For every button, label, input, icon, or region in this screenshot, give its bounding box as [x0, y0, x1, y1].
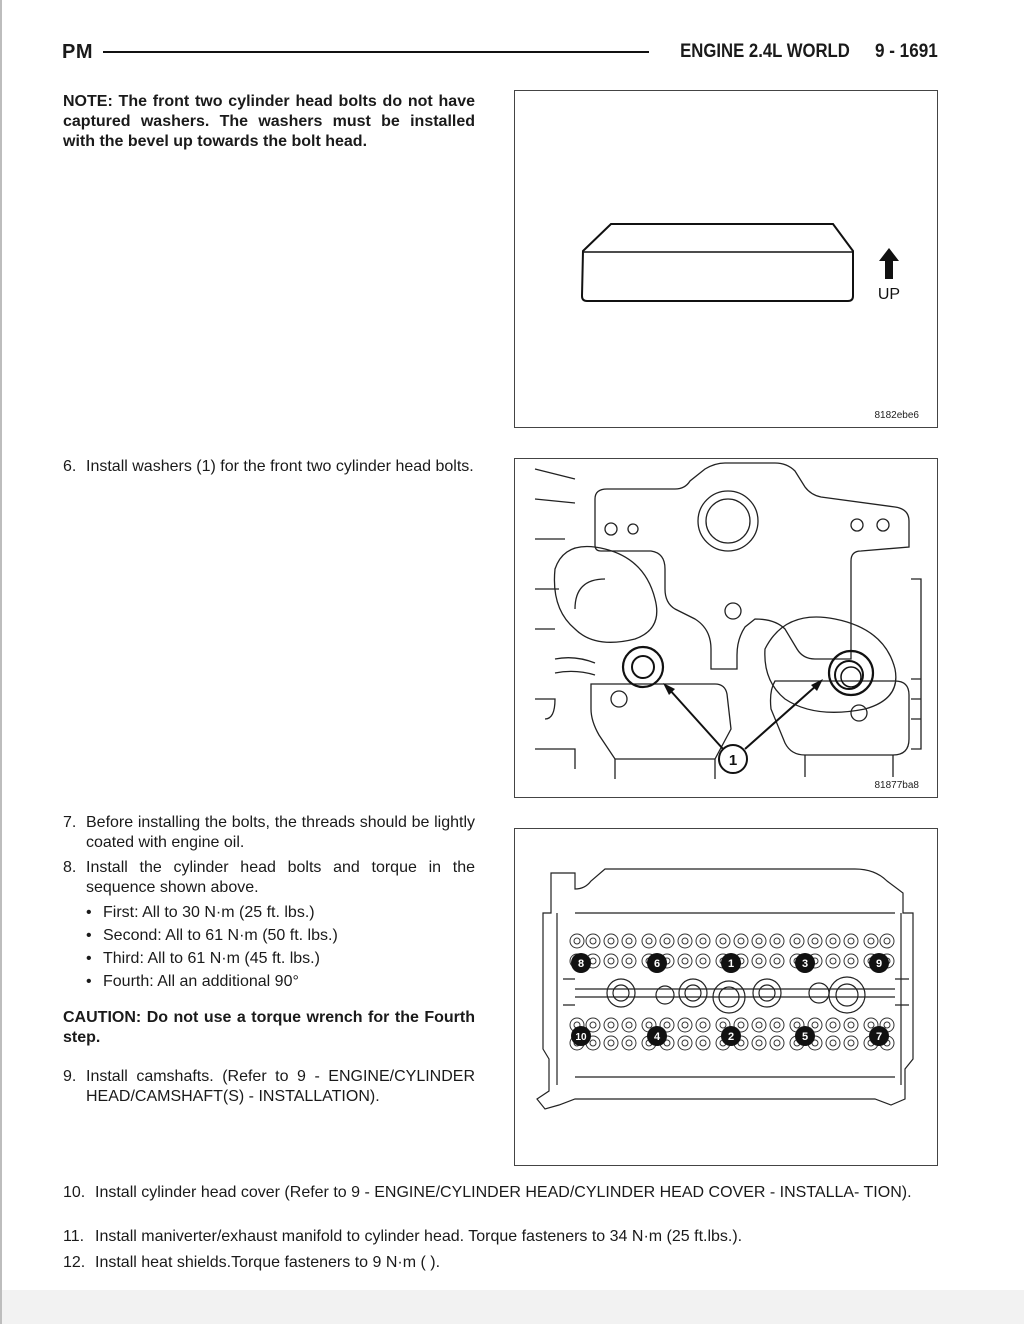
valve-stem [608, 1040, 614, 1046]
valve-stem [884, 1022, 890, 1028]
valve-spring [604, 954, 618, 968]
bolt-sequence-marker [647, 953, 667, 973]
step-text: Install maniverter/exhaust manifold to cylinder head. Torque fasteners to 34 N·m (25 ft.lbs.). [95, 1228, 743, 1245]
valve-spring [826, 954, 840, 968]
bolt-number: 9 [875, 958, 883, 970]
valve-stem [738, 1022, 744, 1028]
valve-stem [884, 938, 890, 944]
valve-stem [682, 938, 688, 944]
valve-spring [622, 1036, 636, 1050]
torque-step-second: • Second: All to 61 N·m (50 ft. lbs.) [86, 924, 476, 947]
valve-stem [830, 938, 836, 944]
valve-stem [626, 958, 632, 964]
step-text: Install the cylinder head bolts and torque in the sequence shown above. [86, 859, 475, 896]
step-number: 10. [63, 1184, 86, 1201]
valve-stem [700, 1022, 706, 1028]
valve-spring [826, 1036, 840, 1050]
torque-step-third: • Third: All to 61 N·m (45 ft. lbs.) [86, 947, 476, 970]
step-9 [63, 1067, 475, 1107]
figure-washer-bevel [514, 90, 938, 428]
step-number: 11. [63, 1228, 85, 1245]
header-section-title: ENGINE 2.4L WORLD [680, 41, 851, 62]
valve-spring [678, 1036, 692, 1050]
valve-stem [756, 1040, 762, 1046]
figure-id: 8182ebe6 [874, 410, 919, 421]
valve-stem [664, 1022, 670, 1028]
step-number: 12. [63, 1254, 86, 1271]
torque-step-first: • First: All to 30 N·m (25 ft. lbs.) [86, 901, 476, 924]
valve-stem [830, 1022, 836, 1028]
bolt-number: 10 [575, 1032, 587, 1043]
valve-spring [844, 1036, 858, 1050]
valve-stem [868, 1022, 874, 1028]
valve-stem [608, 1022, 614, 1028]
valve-stem [756, 938, 762, 944]
valve-stem [830, 958, 836, 964]
valve-spring [622, 954, 636, 968]
valve-stem [590, 1022, 596, 1028]
washer-install-diagram [515, 459, 937, 797]
valve-stem [848, 938, 854, 944]
valve-stem [720, 1022, 726, 1028]
torque-wrench-caution: CAUTION: Do not use a torque wrench for the Fourth step. [63, 1009, 475, 1046]
bolt-sequence-marker [869, 1026, 889, 1046]
valve-spring [678, 934, 692, 948]
valve-stem [774, 938, 780, 944]
figure-id: 81877ba8 [874, 780, 919, 791]
valve-spring [678, 954, 692, 968]
bolt-number: 2 [727, 1031, 735, 1043]
valve-stem [626, 1040, 632, 1046]
step-6 [63, 457, 475, 477]
valve-stem [700, 1040, 706, 1046]
valve-stem [626, 938, 632, 944]
valve-spring [622, 934, 636, 948]
valve-spring [696, 1018, 710, 1032]
valve-stem [720, 938, 726, 944]
torque-sequence-list [86, 901, 476, 993]
step-10 [63, 1183, 939, 1203]
valve-spring [752, 1018, 766, 1032]
step-text: Install washers (1) for the front two cylinder head bolts. [86, 458, 474, 475]
valve-stem [756, 1022, 762, 1028]
bolt-sequence-marker [795, 953, 815, 973]
bolt-number: 1 [727, 958, 735, 970]
valve-stem [700, 958, 706, 964]
valve-stem [682, 958, 688, 964]
valve-spring [642, 934, 656, 948]
valve-stem [646, 938, 652, 944]
valve-stem [848, 1040, 854, 1046]
bolt-number: 4 [653, 1031, 661, 1043]
washer-diagram [515, 91, 937, 427]
valve-spring [770, 934, 784, 948]
valve-stem [664, 938, 670, 944]
page-bottom-shade [0, 1290, 1024, 1324]
valve-spring [696, 934, 710, 948]
bolt-sequence-marker [869, 953, 889, 973]
header-rule [103, 51, 649, 53]
valve-spring [622, 1018, 636, 1032]
valve-spring [678, 1018, 692, 1032]
step-number: 6. [63, 458, 77, 475]
step-number: 9. [63, 1068, 77, 1085]
bolt-sequence-marker [571, 1026, 591, 1046]
valve-spring [864, 934, 878, 948]
page-edge [0, 0, 2, 1324]
bolt-sequence-marker [571, 953, 591, 973]
valve-stem [682, 1022, 688, 1028]
valve-spring [604, 1018, 618, 1032]
valve-spring [716, 934, 730, 948]
washer-note: NOTE: The front two cylinder head bolts do not have captured washers. The washers must be installed with the bevel up towards the bolt head. [63, 93, 475, 150]
valve-stem [774, 958, 780, 964]
valve-stem [812, 938, 818, 944]
valve-spring [790, 934, 804, 948]
valve-spring [770, 1036, 784, 1050]
valve-stem [738, 938, 744, 944]
valve-spring [570, 934, 584, 948]
valve-spring [880, 934, 894, 948]
bolt-sequence-marker [721, 953, 741, 973]
valve-stem [608, 958, 614, 964]
valve-spring [844, 1018, 858, 1032]
valve-spring [660, 934, 674, 948]
valve-spring [586, 934, 600, 948]
valve-stem [756, 958, 762, 964]
valve-stem [574, 938, 580, 944]
valve-stem [868, 938, 874, 944]
valve-stem [794, 938, 800, 944]
valve-spring [844, 954, 858, 968]
header-model: PM [62, 40, 93, 63]
figure-bolt-sequence [514, 828, 938, 1166]
valve-spring [604, 934, 618, 948]
valve-stem [590, 938, 596, 944]
valve-spring [844, 934, 858, 948]
valve-spring [604, 1036, 618, 1050]
valve-stem [626, 1022, 632, 1028]
step-text: Install camshafts. (Refer to 9 - ENGINE/CYLINDER HEAD/CAMSHAFT(S) - INSTALLATION). [86, 1068, 475, 1105]
bolt-number: 6 [653, 958, 661, 970]
valve-stem [794, 1022, 800, 1028]
valve-spring [752, 934, 766, 948]
valve-stem [812, 1022, 818, 1028]
valve-stem [848, 958, 854, 964]
valve-stem [590, 1040, 596, 1046]
up-label: UP [877, 286, 901, 303]
step-text: Install heat shields.Torque fasteners to 9 N·m ( ). [95, 1254, 441, 1271]
bolt-number: 8 [577, 958, 585, 970]
bolt-number: 5 [801, 1031, 809, 1043]
valve-spring [734, 934, 748, 948]
valve-stem [608, 938, 614, 944]
valve-spring [826, 934, 840, 948]
valve-spring [770, 1018, 784, 1032]
torque-step-fourth: • Fourth: All an additional 90° [86, 970, 476, 993]
bolt-sequence-marker [721, 1026, 741, 1046]
bolt-sequence-marker [647, 1026, 667, 1046]
step-11 [63, 1227, 939, 1247]
step-number: 7. [63, 814, 77, 831]
valve-stem [830, 1040, 836, 1046]
step-number: 8. [63, 859, 77, 876]
step-text: Install cylinder head cover (Refer to 9 - ENGINE/CYLINDER HEAD/CYLINDER HEAD COVER - INSTALLA- TION). [95, 1184, 912, 1201]
valve-spring [696, 1036, 710, 1050]
step-7 [63, 813, 475, 853]
bolt-number: 7 [875, 1031, 883, 1043]
valve-spring [808, 934, 822, 948]
bolt-sequence-diagram [515, 829, 937, 1165]
valve-stem [774, 1040, 780, 1046]
up-arrow-icon [879, 248, 899, 279]
left-washer [623, 647, 663, 687]
step-text: Before installing the bolts, the threads should be lightly coated with engine oil. [86, 814, 475, 851]
valve-spring [826, 1018, 840, 1032]
bolt-number: 3 [801, 958, 809, 970]
step-12 [63, 1253, 939, 1273]
bolt-sequence-marker [795, 1026, 815, 1046]
valve-stem [700, 938, 706, 944]
valve-stem [646, 1022, 652, 1028]
valve-spring [752, 954, 766, 968]
valve-stem [848, 1022, 854, 1028]
valve-spring [770, 954, 784, 968]
figure-washer-install [514, 458, 938, 798]
page-header [62, 40, 938, 64]
valve-spring [752, 1036, 766, 1050]
valve-stem [682, 1040, 688, 1046]
valve-spring [696, 954, 710, 968]
callout-label: 1 [728, 752, 738, 769]
valve-stem [774, 1022, 780, 1028]
step-8 [63, 858, 475, 898]
header-page-number: 9 - 1691 [875, 41, 938, 62]
